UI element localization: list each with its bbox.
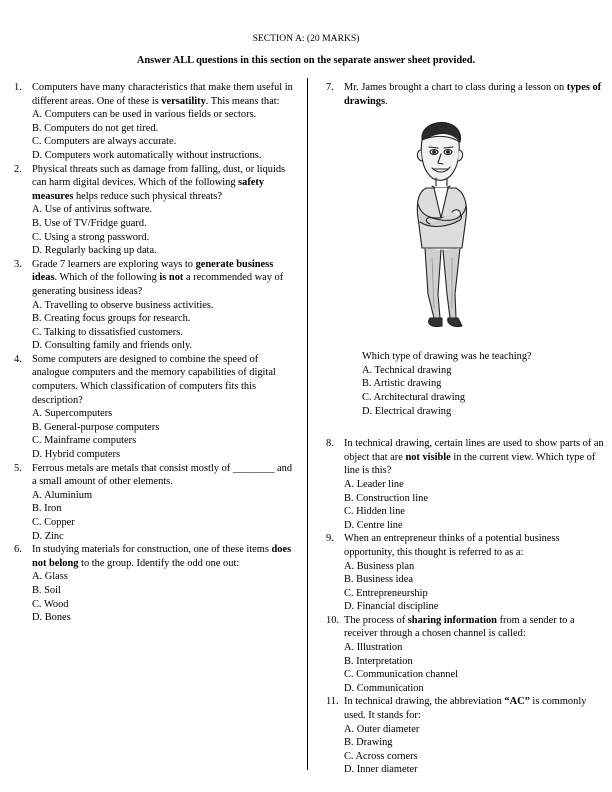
emphasis-text: sharing information — [407, 614, 497, 626]
question-stem — [32, 353, 296, 407]
question-stem — [344, 614, 604, 641]
question-7 — [326, 81, 604, 418]
answer-option: B. Business idea — [344, 574, 413, 586]
answer-option: C. Across corners — [344, 750, 418, 762]
answer-option: B. Iron — [32, 503, 62, 515]
answer-option: C. Using a strong password. — [32, 231, 150, 243]
answer-option: C. Entrepreneurship — [344, 587, 428, 599]
emphasis-text: is not — [159, 272, 184, 284]
emphasis-text: generate business ideas — [32, 258, 274, 284]
caricature-figure — [392, 118, 492, 336]
answer-option: A. Computers can be used in various fields or sectors. — [32, 109, 257, 121]
answer-option: D. Bones — [32, 612, 71, 624]
stem-text: helps reduce such physical threats? — [73, 190, 222, 202]
instructions: Answer ALL questions in this section on the separate answer sheet provided. — [136, 55, 476, 66]
question-stem — [32, 462, 296, 489]
question-number: 2. — [14, 163, 22, 175]
right-column — [326, 81, 604, 777]
stem-text: Physical threats such as damage from falling, dust, or liquids can harm digital devices. Which of the following — [32, 163, 286, 189]
stem-text: from a sender to a receiver through a chosen channel is called: — [344, 614, 575, 640]
question-stem — [32, 163, 296, 204]
stem-text: In studying materials for construction, one of these items — [32, 544, 272, 556]
stem-text: . Which of the following — [54, 272, 160, 284]
question-8 — [326, 437, 604, 532]
question-number: 4. — [14, 353, 22, 365]
answer-option: A. Leader line — [344, 478, 404, 490]
question-number: 5. — [14, 462, 22, 474]
emphasis-text: “AC” — [504, 696, 530, 708]
stem-text: In technical drawing, the abbreviation — [344, 696, 505, 708]
question-number: 9. — [326, 533, 334, 545]
answer-option: A. Illustration — [344, 642, 403, 654]
question-number: 10. — [326, 614, 339, 626]
answer-option: C. Copper — [32, 517, 75, 528]
emphasis-text: does not belong — [32, 544, 292, 569]
answer-option: B. Artistic drawing — [362, 378, 442, 390]
stem-text: . This means that: — [205, 95, 280, 107]
answer-option: D. Zinc — [32, 530, 64, 542]
stem-text: in the current view. Which type of line is this? — [344, 451, 596, 477]
question-11 — [326, 695, 604, 777]
question-number: 11. — [326, 696, 339, 708]
answer-option: C. Mainframe computers — [32, 435, 137, 447]
answer-option: B. Construction line — [344, 492, 428, 504]
answer-option: D. Inner diameter — [344, 764, 418, 776]
stem-text: is commonly used. It stands for: — [344, 696, 587, 722]
question-number: 7. — [326, 82, 334, 93]
answer-option: D. Financial discipline — [344, 601, 439, 613]
stem-text: The process of — [344, 614, 408, 626]
answer-option: C. Talking to dissatisfied customers. — [32, 326, 183, 338]
answer-option: B. Drawing — [344, 737, 393, 749]
answer-option: C. Wood — [32, 598, 69, 610]
answer-option: C. Communication channel — [344, 669, 458, 681]
question-3 — [14, 258, 296, 353]
question-9 — [326, 532, 604, 614]
question-1 — [14, 81, 296, 163]
stem-text: Grade 7 learners are exploring ways to — [32, 258, 196, 270]
answer-option: A. Use of antivirus software. — [32, 204, 153, 216]
question-number: 3. — [14, 258, 22, 270]
stem-text: Computers have many characteristics that make them useful in different areas. One of these is — [32, 82, 293, 107]
question-stem — [344, 437, 604, 478]
stem-text: Ferrous metals are metals that consist mostly of ________ and a small amount of other elements. — [32, 462, 293, 488]
answer-option: A. Outer diameter — [344, 723, 420, 735]
answer-option: A. Glass — [32, 571, 68, 583]
answer-option: A. Business plan — [344, 560, 415, 572]
answer-option: D. Electrical drawing — [362, 405, 452, 417]
left-column — [14, 81, 296, 625]
section-title: SECTION A: (20 MARKS) — [252, 33, 360, 44]
question-number: 1. — [14, 82, 22, 93]
question-2 — [14, 163, 296, 258]
question-4 — [14, 353, 296, 462]
emphasis-text: safety measures — [32, 177, 265, 202]
answer-option: A. Supercomputers — [32, 408, 113, 420]
answer-option: D. Computers work automatically without instructions. — [32, 149, 262, 161]
answer-option: B. General-purpose computers — [32, 421, 160, 433]
answer-option: D. Communication — [344, 682, 424, 694]
question-number: 8. — [326, 438, 334, 450]
stem-text: When an entrepreneur thinks of a potential business opportunity, this thought is referred to as a: — [344, 533, 560, 558]
stem-text: Mr. James brought a chart to class during a lesson on — [344, 82, 567, 93]
question-stem — [32, 258, 296, 299]
answer-option: D. Hybrid computers — [32, 449, 121, 461]
question-stem — [344, 81, 604, 108]
question-stem — [32, 81, 296, 108]
stem-text: . — [385, 95, 388, 107]
column-divider — [307, 78, 308, 770]
answer-option: A. Aluminium — [32, 489, 93, 501]
stem-text: In technical drawing, certain lines are used to show parts of an object that are — [344, 438, 604, 463]
question-stem — [344, 532, 604, 559]
emphasis-text: not visible — [405, 451, 451, 463]
question-6 — [14, 543, 296, 625]
question-stem — [32, 543, 296, 570]
answer-option: B. Computers do not get tired. — [32, 122, 159, 134]
emphasis-text: versatility — [161, 95, 206, 107]
question-5 — [14, 462, 296, 544]
answer-option: B. Interpretation — [344, 655, 413, 667]
answer-option: D. Centre line — [344, 519, 403, 531]
question-stem — [344, 695, 604, 722]
answer-option: A. Travelling to observe business activities. — [32, 299, 214, 311]
question-7-follow-up — [344, 350, 604, 418]
follow-up-question: Which type of drawing was he teaching? — [362, 351, 532, 363]
answer-option: D. Consulting family and friends only. — [32, 340, 193, 352]
answer-option: A. Technical drawing — [362, 364, 452, 376]
answer-option: C. Computers are always accurate. — [32, 136, 177, 148]
stem-text: a recommended way of generating business ideas? — [32, 272, 284, 297]
answer-option: B. Use of TV/Fridge guard. — [32, 217, 147, 229]
answer-option: B. Creating focus groups for research. — [32, 313, 191, 325]
answer-option: C. Hidden line — [344, 506, 405, 518]
man-caricature-drawing — [392, 118, 492, 336]
question-number: 6. — [14, 544, 22, 556]
answer-option: B. Soil — [32, 584, 61, 596]
answer-option: C. Architectural drawing — [362, 391, 466, 403]
answer-option: D. Regularly backing up data. — [32, 245, 157, 257]
stem-text: Some computers are designed to combine the speed of analogue computers and the memory capabilities of digital computers. Which classification of computers fits this description? — [32, 353, 276, 406]
stem-text: to the group. Identify the odd one out: — [78, 557, 240, 569]
emphasis-text: types of drawings — [344, 82, 602, 107]
question-10 — [326, 614, 604, 696]
